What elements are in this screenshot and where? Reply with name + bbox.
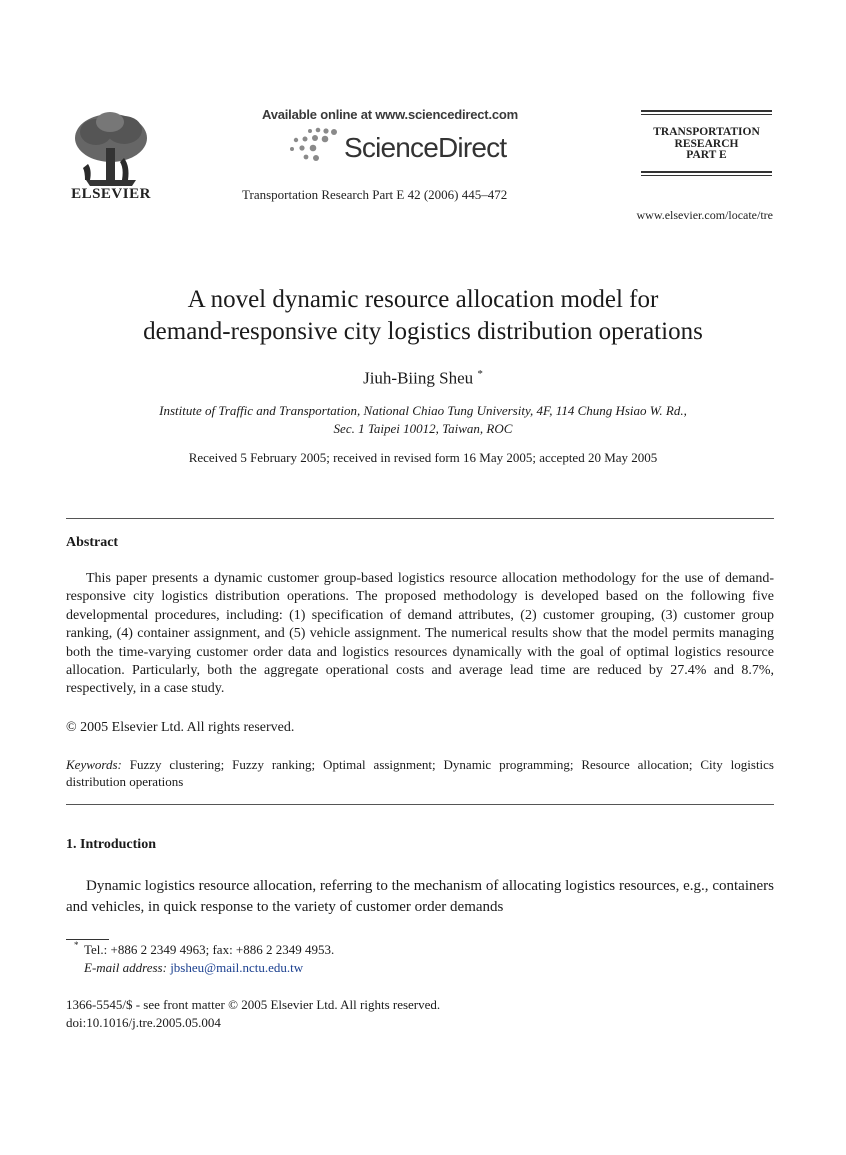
footnote-contact (74, 940, 335, 958)
journal-citation: Transportation Research Part E 42 (2006) 445–472 (242, 187, 508, 202)
doi-line[interactable]: doi:10.1016/j.tre.2005.05.004 (66, 1015, 221, 1030)
divider (66, 804, 774, 805)
received-dates: Received 5 February 2005; received in revised form 16 May 2005; accepted 20 May 2005 (188, 450, 658, 465)
affiliation (80, 402, 766, 438)
journal-name (641, 115, 772, 171)
keywords (66, 756, 774, 790)
journal-name-line: PART E (686, 149, 727, 161)
author (0, 368, 846, 389)
title-line: demand-responsive city logistics distribution operations (143, 318, 703, 345)
footnote-tel: Tel.: +886 2 2349 4963; fax: +886 2 2349 4953. (84, 942, 335, 957)
author-footnote-mark[interactable]: * (477, 368, 483, 380)
article-title (60, 284, 786, 348)
title-line: A novel dynamic resource allocation model for (187, 286, 659, 313)
publisher-wordmark: ELSEVIER (71, 186, 151, 202)
abstract-heading: Abstract (66, 535, 119, 550)
footnote-mark: * (74, 940, 79, 950)
rule (641, 171, 772, 176)
journal-url[interactable]: www.elsevier.com/locate/tre (636, 208, 773, 222)
email-label: E-mail address: (84, 960, 167, 975)
available-online-text: Available online at www.sciencedirect.com (262, 107, 518, 122)
affiliation-line: Sec. 1 Taipei 10012, Taiwan, ROC (333, 421, 513, 436)
issn-line: 1366-5545/$ - see front matter © 2005 Elsevier Ltd. All rights reserved. (66, 997, 441, 1012)
footnote-rule (66, 939, 109, 940)
footnote-email (84, 960, 303, 976)
keywords-text: Fuzzy clustering; Fuzzy ranking; Optimal assignment; Dynamic programming; Resource allocation; City logistics distribution operations (66, 757, 774, 789)
sciencedirect-wordmark: ScienceDirect (344, 132, 507, 163)
abstract-copyright: © 2005 Elsevier Ltd. All rights reserved. (66, 720, 295, 735)
affiliation-line: Institute of Traffic and Transportation, National Chiao Tung University, 4F, 114 Chung Hsiao W. Rd., (159, 403, 687, 418)
journal-name-line: TRANSPORTATION (653, 126, 760, 138)
section-heading: 1. Introduction (66, 837, 156, 852)
keywords-label: Keywords: (66, 757, 122, 772)
abstract-body: This paper presents a dynamic customer group-based logistics resource allocation methodology for the use of demand-responsive city logistics distribution operations. The proposed methodology is developed based on the following five developmental procedures, including: (1) specification of demand attributes, (2) customer grouping, (3) customer group ranking, (4) container assignment, and (5) vehicle assignment. The numerical results show that the model permits managing both the time-varying customer order data and logistics resources dynamically with the goal of optimal logistics resource allocation. Particularly, both the aggregate operational costs and average lead time are reduced by 27.4% and 8.7%, respectively, in a case study. (66, 571, 774, 697)
introduction-body: Dynamic logistics resource allocation, referring to the mechanism of allocating logistics resources, e.g., containers and vehicles, in quick response to the variety of customer order demands (66, 878, 774, 915)
divider (66, 518, 774, 519)
email-link[interactable]: jbsheu@mail.nctu.edu.tw (170, 960, 304, 975)
elsevier-tree-logo (66, 108, 156, 188)
author-name: Jiuh-Biing Sheu (363, 368, 474, 388)
journal-name-line: RESEARCH (674, 137, 739, 150)
sciencedirect-dots-icon (288, 126, 344, 164)
journal-name-box (641, 110, 772, 176)
